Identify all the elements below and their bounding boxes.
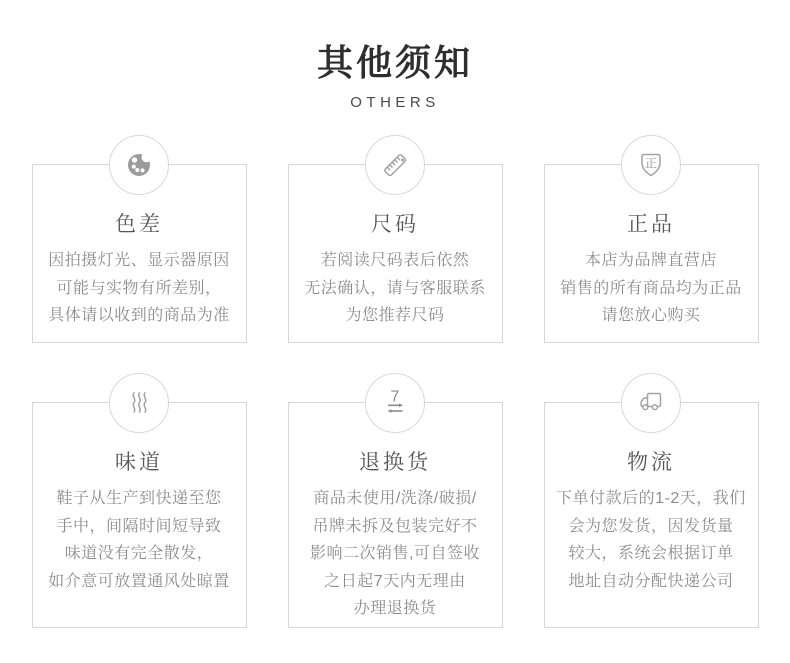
card-body [293,485,498,623]
card-body [549,247,754,330]
card-line: 较大，系统会根据订单 [568,545,734,562]
card-line: 地址自动分配快递公司 [568,572,734,590]
card-title: 色差 [115,213,163,236]
page-header [0,0,790,111]
svg-text:正: 正 [644,156,658,171]
card-line: 之日起7天内无理由 [324,572,466,590]
exchange-7day-icon [379,387,411,419]
card-line: 本店为品牌直营店 [584,252,717,269]
palette-icon [123,149,155,181]
shield-icon [635,149,667,181]
card-body [37,485,242,595]
card-line: 下单付款后的1-2天，我们 [556,490,746,507]
card-icon-badge [621,373,681,433]
card-line: 商品未使用/洗涤/破损/ [313,490,477,507]
notice-row-1 [0,156,790,343]
truck-icon [635,387,667,419]
page-subtitle: OTHERS [350,94,440,111]
card-icon-badge [109,135,169,195]
card-line: 味道没有完全散发， [64,545,214,562]
ruler-icon [379,149,411,181]
card-title: 物流 [627,451,675,474]
steam-icon [123,387,155,419]
page-title: 其他须知 [316,42,473,83]
svg-text:7: 7 [390,388,400,406]
card-icon-badge [365,373,425,433]
card-title: 退换货 [359,451,431,474]
card-line: 吊牌未拆及包装完好不 [312,517,478,535]
card-line: 具体请以收到的商品为准 [48,307,230,324]
card-body [37,247,242,330]
card-line: 如介意可放置通风处晾置 [48,572,230,590]
card-title: 味道 [115,451,163,474]
card-body [549,485,754,595]
card-line: 鞋子从生产到快递至您 [56,490,222,507]
card-line: 办理退换货 [353,600,437,617]
card-title: 正品 [627,213,675,236]
notice-card-authentic [544,156,759,343]
card-icon-badge [109,373,169,433]
card-line: 请您放心购买 [601,307,701,324]
card-line: 销售的所有商品均为正品 [560,279,742,297]
card-line: 无法确认，请与客服联系 [304,279,486,297]
card-line: 因拍摄灯光、显示器原因 [48,252,230,269]
notice-card-smell [32,402,247,628]
notice-card-logistics [544,402,759,628]
notice-row-2 [0,388,790,628]
card-line: 手中，间隔时间短导致 [56,517,222,535]
card-line: 会为您发货，因发货量 [568,517,734,535]
card-body [293,247,498,330]
card-icon-badge [621,135,681,195]
card-line: 为您推荐尺码 [345,307,445,324]
card-line: 可能与实物有所差别， [56,279,222,297]
card-line: 影响二次销售,可自签收 [310,545,480,562]
card-title: 尺码 [371,213,419,236]
card-icon-badge [365,135,425,195]
notice-card-size [288,164,503,343]
notice-card-returns [288,388,503,628]
notice-card-color-difference [32,164,247,343]
card-line: 若阅读尺码表后依然 [320,252,470,269]
